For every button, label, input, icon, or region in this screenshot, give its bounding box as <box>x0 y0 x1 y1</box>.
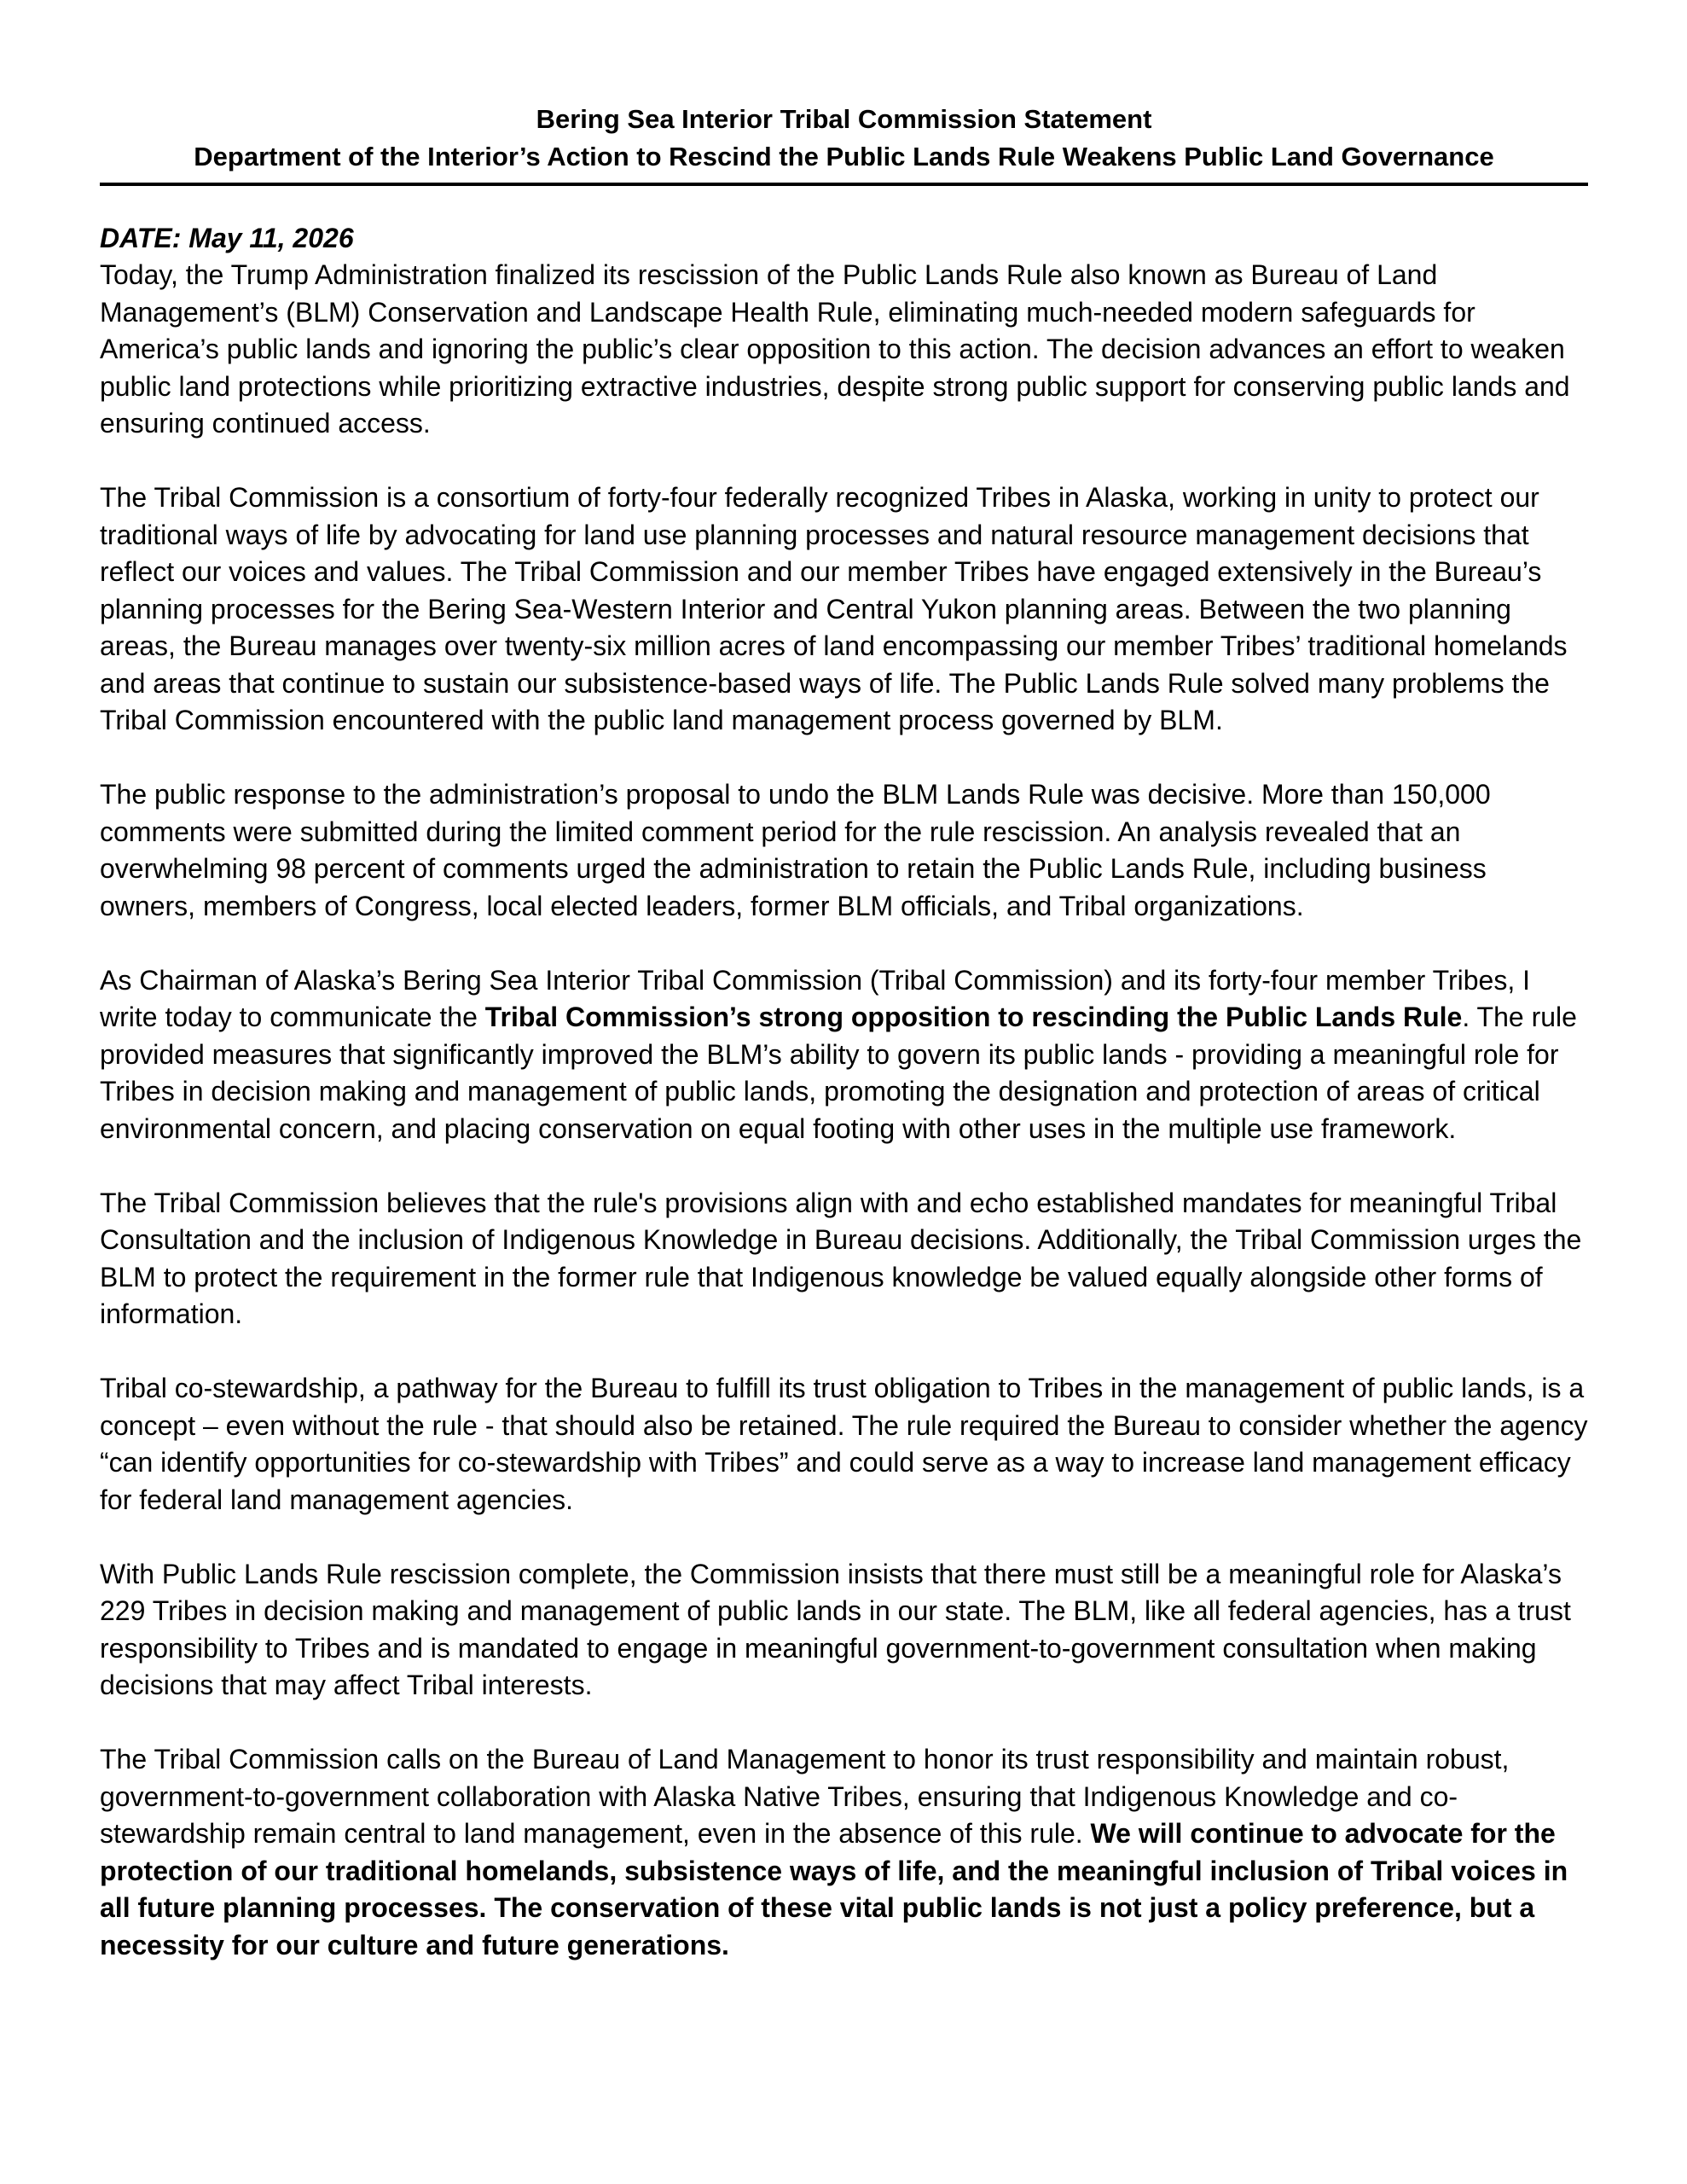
paragraph-intro: Today, the Trump Administration finalized its rescission of the Public Lands Rule also known as Bureau of Land Management’s (BLM) Conservation and Landscape Health Rule, eliminating much-needed modern safeguards for America’s public lands and ignoring the public’s clear opposition to this action. The decision advances an effort to weaken public land protections while prioritizing extractive industries, despite strong public support for conserving public lands and ensuring continued access. <box>100 259 1570 439</box>
document-subtitle: Department of the Interior’s Action to Rescind the Public Lands Rule Weakens Public Land Governance <box>194 142 1494 171</box>
document-page <box>100 101 1588 2001</box>
paragraph-closing <box>100 1741 1588 1964</box>
chairman-statement-emphasis: Tribal Commission’s strong opposition to rescinding the Public Lands Rule <box>484 1002 1463 1032</box>
closing-text-start: The Tribal Commission calls on the Bureau of Land Management to honor its trust responsibility and maintain robust, government-to-government collaboration with Alaska Native Tribes, ensuring that Indigenous Knowledge and co-stewardship remain central to land management, even in the absence of this rule. <box>100 1744 1510 1849</box>
paragraph-public-response: The public response to the administration’s proposal to undo the BLM Lands Rule was decisive. More than 150,000 comments were submitted during the limited comment period for the rule rescission. An analysis revealed that an overwhelming 98 percent of comments urged the administration to retain the Public Lands Rule, including business owners, members of Congress, local elected leaders, former BLM officials, and Tribal organizations. <box>100 779 1491 921</box>
paragraph-commission-background: The Tribal Commission is a consortium of forty-four federally recognized Tribes in Alaska, working in unity to protect our traditional ways of life by advocating for land use planning processes and natural resource management decisions that reflect our voices and values. The Tribal Commission and our member Tribes have engaged extensively in the Bureau’s planning processes for the Bering Sea-Western Interior and Central Yukon planning areas. Between the two planning areas, the Bureau manages over twenty-six million acres of land encompassing our member Tribes’ traditional homelands and areas that continue to sustain our subsistence-based ways of life. The Public Lands Rule solved many problems the Tribal Commission encountered with the public land management process governed by BLM. <box>100 482 1568 735</box>
chairman-statement-text-end: . The rule provided measures that significantly improved the BLM’s ability to govern its public lands - providing a meaningful role for Tribes in decision making and management of public lands, promoting the designation and protection of areas of critical environmental concern, and placing conservation on equal footing with other uses in the multiple use framework. <box>100 1002 1577 1144</box>
paragraph-meaningful-role: With Public Lands Rule rescission complete, the Commission insists that there must still be a meaningful role for Alaska’s 229 Tribes in decision making and management of public lands in our state. The BLM, like all federal agencies, has a trust responsibility to Tribes and is mandated to engage in meaningful government-to-government consultation when making decisions that may affect Tribal interests. <box>100 1558 1571 1700</box>
chairman-statement-text-start: As Chairman of Alaska’s Bering Sea Interior Tribal Commission (Tribal Commission) and its forty-four member Tribes, I write today to communicate the <box>100 964 1530 1032</box>
statement-date: DATE: May 11, 2026 <box>100 223 354 253</box>
paragraph-chairman-statement <box>100 962 1588 1148</box>
closing-emphasis: We will continue to advocate for the protection of our traditional homelands, subsistence ways of life, and the meaningful inclusion of Tribal voices in all future planning processes. The conservation of these vital public lands is not just a policy preference, but a necessity for our culture and future generations. <box>100 1818 1568 1960</box>
header-divider <box>100 183 1588 186</box>
document-title: Bering Sea Interior Tribal Commission Statement <box>536 104 1152 134</box>
paragraph-indigenous-knowledge: The Tribal Commission believes that the rule's provisions align with and echo established mandates for meaningful Tribal Consultation and the inclusion of Indigenous Knowledge in Bureau decisions. Additionally, the Tribal Commission urges the BLM to protect the requirement in the former rule that Indigenous knowledge be valued equally alongside other forms of information. <box>100 1187 1582 1329</box>
document-header <box>100 101 1588 176</box>
paragraph-co-stewardship: Tribal co-stewardship, a pathway for the Bureau to fulfill its trust obligation to Tribes in the management of public lands, is a concept – even without the rule - that should also be retained. The rule required the Bureau to consider whether the agency “can identify opportunities for co-stewardship with Tribes” and could serve as a way to increase land management efficacy for federal land management agencies. <box>100 1373 1588 1515</box>
